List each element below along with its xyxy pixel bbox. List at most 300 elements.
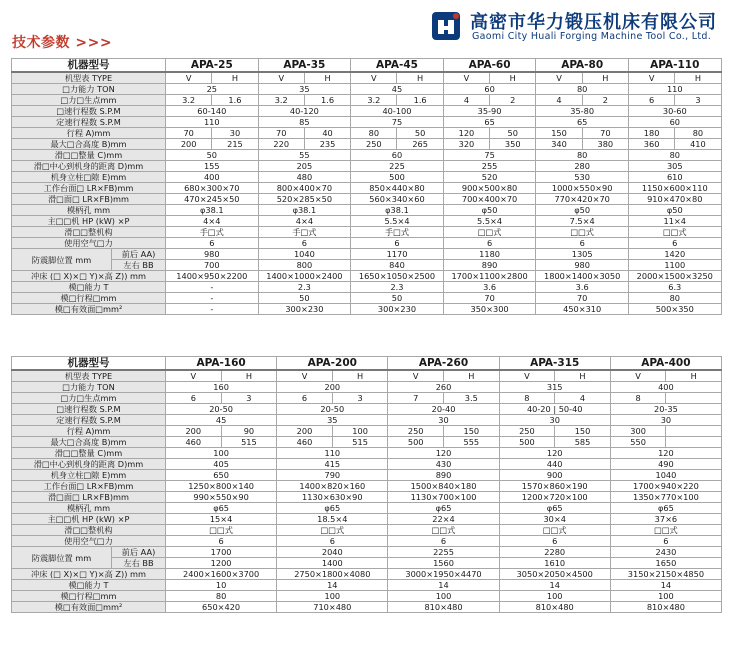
spec-value: 2400×1600×3700 bbox=[166, 569, 277, 580]
spec-value: 100 bbox=[499, 591, 610, 602]
spec-value: 6 bbox=[258, 238, 351, 249]
spec-value: 515 bbox=[221, 437, 277, 448]
spec-value: φ50 bbox=[628, 205, 721, 216]
spec-value: 225 bbox=[351, 161, 444, 172]
spec-value: 3.2 bbox=[351, 95, 397, 106]
spec-value: 200 bbox=[166, 139, 212, 150]
spec-sublabel: 前后 AA) bbox=[112, 249, 166, 260]
spec-value: 550 bbox=[610, 437, 666, 448]
spec-value: □□式 bbox=[628, 227, 721, 238]
spec-value: 4 bbox=[555, 393, 611, 404]
spec-value: V bbox=[628, 72, 674, 84]
spec-value: 80 bbox=[536, 150, 629, 161]
spec-value: 460 bbox=[166, 437, 222, 448]
spec-row bbox=[12, 503, 722, 514]
spec-label: 防震脚位置 mm bbox=[12, 249, 112, 271]
spec-value: 160 bbox=[166, 382, 277, 393]
spec-value: 20-40 bbox=[388, 404, 499, 415]
spec-value: V bbox=[536, 72, 582, 84]
spec-value: 255 bbox=[443, 161, 536, 172]
spec-value: 560×340×60 bbox=[351, 194, 444, 205]
spec-value: 70 bbox=[582, 128, 628, 139]
spec-value: 120 bbox=[610, 448, 721, 459]
spec-row bbox=[12, 536, 722, 547]
spec-value: 440 bbox=[499, 459, 610, 470]
spec-value: V bbox=[443, 72, 489, 84]
spec-value: 710×480 bbox=[277, 602, 388, 613]
spec-value: 1040 bbox=[610, 470, 721, 481]
spec-label: □速行程数 S.P.M bbox=[12, 106, 166, 117]
spec-value: 50 bbox=[166, 150, 259, 161]
spec-label: 定速行程数 S.P.M bbox=[12, 415, 166, 426]
spec-value: 1200 bbox=[166, 558, 277, 569]
spec-value: 60-140 bbox=[166, 106, 259, 117]
spec-value: 315 bbox=[499, 382, 610, 393]
spec-value: 100 bbox=[332, 426, 388, 437]
spec-value: φ38.1 bbox=[351, 205, 444, 216]
spec-label: 模□有效面□mm² bbox=[12, 602, 166, 613]
spec-value: 380 bbox=[582, 139, 628, 150]
spec-row bbox=[12, 150, 722, 161]
spec-value: H bbox=[221, 370, 277, 382]
spec-row bbox=[12, 415, 722, 426]
spec-value: 700 bbox=[166, 260, 259, 271]
spec-value: 520 bbox=[443, 172, 536, 183]
spec-row bbox=[12, 426, 722, 437]
spec-value: 110 bbox=[277, 448, 388, 459]
spec-value: 800 bbox=[258, 260, 351, 271]
spec-value: 155 bbox=[166, 161, 259, 172]
spec-value: 3 bbox=[332, 393, 388, 404]
spec-label: □力能力 TON bbox=[12, 382, 166, 393]
spec-value: H bbox=[666, 370, 722, 382]
spec-value: 1100 bbox=[628, 260, 721, 271]
spec-value: 150 bbox=[444, 426, 500, 437]
spec-value: 850×440×80 bbox=[351, 183, 444, 194]
spec-value: 120 bbox=[443, 128, 489, 139]
spec-value: 3 bbox=[675, 95, 721, 106]
spec-label: 滑□□整机构 bbox=[12, 227, 166, 238]
spec-row bbox=[12, 547, 722, 558]
model-name: APA-25 bbox=[166, 59, 259, 73]
spec-row bbox=[12, 470, 722, 481]
spec-value: H bbox=[490, 72, 536, 84]
spec-row bbox=[12, 72, 722, 84]
spec-value: 300×230 bbox=[351, 304, 444, 315]
model-header-label: 机器型号 bbox=[12, 59, 166, 73]
spec-label: 滑□中心到机身的距离 D)mm bbox=[12, 161, 166, 172]
spec-value: 20-50 bbox=[277, 404, 388, 415]
spec-value: - bbox=[166, 304, 259, 315]
spec-value: 110 bbox=[166, 117, 259, 128]
spec-value: 1400×820×160 bbox=[277, 481, 388, 492]
spec-value: 80 bbox=[166, 591, 277, 602]
spec-value: 20-35 bbox=[610, 404, 721, 415]
spec-value: 980 bbox=[166, 249, 259, 260]
spec-value: 2280 bbox=[499, 547, 610, 558]
spec-value: 2.3 bbox=[351, 282, 444, 293]
spec-value: 80 bbox=[351, 128, 397, 139]
spec-value: 900×500×80 bbox=[443, 183, 536, 194]
spec-row bbox=[12, 260, 722, 271]
spec-value: H bbox=[332, 370, 388, 382]
spec-value: 280 bbox=[536, 161, 629, 172]
spec-row bbox=[12, 437, 722, 448]
spec-value: 3150×2150×4850 bbox=[610, 569, 721, 580]
spec-value: 530 bbox=[536, 172, 629, 183]
spec-value: 6 bbox=[166, 536, 277, 547]
spec-value: 500 bbox=[388, 437, 444, 448]
spec-value: □□式 bbox=[536, 227, 629, 238]
spec-value: φ65 bbox=[388, 503, 499, 514]
spec-value: 6 bbox=[610, 536, 721, 547]
spec-value: 450×310 bbox=[536, 304, 629, 315]
spec-value: 1170 bbox=[351, 249, 444, 260]
spec-value: 3.6 bbox=[443, 282, 536, 293]
spec-value: 15×4 bbox=[166, 514, 277, 525]
model-name: APA-400 bbox=[610, 357, 721, 371]
spec-value bbox=[666, 426, 722, 437]
spec-value: 340 bbox=[536, 139, 582, 150]
spec-value: 100 bbox=[166, 448, 277, 459]
spec-value: 8 bbox=[610, 393, 666, 404]
model-name: APA-110 bbox=[628, 59, 721, 73]
spec-value: 14 bbox=[610, 580, 721, 591]
spec-value: 150 bbox=[536, 128, 582, 139]
spec-row bbox=[12, 492, 722, 503]
spec-value: 910×470×80 bbox=[628, 194, 721, 205]
spec-label: 模柄孔 mm bbox=[12, 205, 166, 216]
spec-label: 冲床 (□ X)×□ Y)×高 Z)) mm bbox=[12, 271, 166, 282]
spec-value: 3050×2050×4500 bbox=[499, 569, 610, 580]
spec-value: φ50 bbox=[536, 205, 629, 216]
spec-value: 65 bbox=[443, 117, 536, 128]
spec-value: 200 bbox=[166, 426, 222, 437]
spec-value: 6 bbox=[351, 238, 444, 249]
spec-label: □速行程数 S.P.M bbox=[12, 404, 166, 415]
spec-value: 6 bbox=[388, 536, 499, 547]
spec-value: 1700×940×220 bbox=[610, 481, 721, 492]
spec-row bbox=[12, 591, 722, 602]
spec-value: 430 bbox=[388, 459, 499, 470]
spec-value: 980 bbox=[536, 260, 629, 271]
spec-value: 7.5×4 bbox=[536, 216, 629, 227]
spec-value: 400 bbox=[166, 172, 259, 183]
spec-value: 22×4 bbox=[388, 514, 499, 525]
page-header bbox=[0, 0, 739, 52]
spec-value: 4×4 bbox=[166, 216, 259, 227]
spec-label: □力□生点mm bbox=[12, 95, 166, 106]
spec-value: 6 bbox=[277, 536, 388, 547]
spec-value: - bbox=[166, 282, 259, 293]
spec-value: 100 bbox=[277, 591, 388, 602]
spec-value: V bbox=[166, 370, 222, 382]
spec-label: 主□□机 HP (kW) ×P bbox=[12, 514, 166, 525]
spec-value: 4 bbox=[443, 95, 489, 106]
spec-value: 40-20 | 50-40 bbox=[499, 404, 610, 415]
spec-value: 470×245×50 bbox=[166, 194, 259, 205]
spec-label: 工作台面□ LR×FB)mm bbox=[12, 481, 166, 492]
model-name: APA-315 bbox=[499, 357, 610, 371]
spec-value: 50 bbox=[490, 128, 536, 139]
model-name: APA-60 bbox=[443, 59, 536, 73]
spec-value: 150 bbox=[555, 426, 611, 437]
spec-value: 100 bbox=[610, 591, 721, 602]
spec-value: 360 bbox=[628, 139, 674, 150]
spec-value: 14 bbox=[499, 580, 610, 591]
spec-label: 冲床 (□ X)×□ Y)×高 Z)) mm bbox=[12, 569, 166, 580]
spec-value: 40-100 bbox=[351, 106, 444, 117]
spec-value: 25 bbox=[166, 84, 259, 95]
spec-value: 215 bbox=[212, 139, 258, 150]
spec-value: 80 bbox=[628, 150, 721, 161]
spec-row bbox=[12, 117, 722, 128]
spec-value: 35-80 bbox=[536, 106, 629, 117]
spec-value: 6 bbox=[277, 393, 333, 404]
spec-row bbox=[12, 106, 722, 117]
spec-value: 515 bbox=[332, 437, 388, 448]
spec-value: 20-50 bbox=[166, 404, 277, 415]
spec-label: 模□行程□mm bbox=[12, 293, 166, 304]
spec-value: 6 bbox=[628, 95, 674, 106]
spec-value: 75 bbox=[351, 117, 444, 128]
spec-row bbox=[12, 514, 722, 525]
spec-value: 235 bbox=[304, 139, 350, 150]
spec-value: 415 bbox=[277, 459, 388, 470]
spec-value: φ38.1 bbox=[258, 205, 351, 216]
spec-value: 80 bbox=[675, 128, 721, 139]
spec-label: 防震脚位置 mm bbox=[12, 547, 112, 569]
spec-value: 45 bbox=[351, 84, 444, 95]
spec-value: 37×6 bbox=[610, 514, 721, 525]
spec-value: 3.2 bbox=[258, 95, 304, 106]
spec-value: 250 bbox=[499, 426, 555, 437]
spec-value: 555 bbox=[444, 437, 500, 448]
spec-label: 模□有效面□mm² bbox=[12, 304, 166, 315]
spec-value: 200 bbox=[277, 382, 388, 393]
spec-value: 30 bbox=[499, 415, 610, 426]
spec-row bbox=[12, 227, 722, 238]
company-name-en: Gaomi City Huali Forging Machine Tool Co., Ltd. bbox=[472, 31, 712, 42]
spec-value: 1180 bbox=[443, 249, 536, 260]
spec-row bbox=[12, 172, 722, 183]
spec-value: 5.5×4 bbox=[443, 216, 536, 227]
spec-value: 300 bbox=[610, 426, 666, 437]
spec-value: 260 bbox=[388, 382, 499, 393]
spec-value: 305 bbox=[628, 161, 721, 172]
spec-value: 18.5×4 bbox=[277, 514, 388, 525]
spec-value: 200 bbox=[277, 426, 333, 437]
spec-sublabel: 左右 BB bbox=[112, 558, 166, 569]
spec-value bbox=[666, 393, 722, 404]
spec-row bbox=[12, 293, 722, 304]
spec-row bbox=[12, 128, 722, 139]
spec-label: 滑□面□ LR×FB)mm bbox=[12, 194, 166, 205]
spec-value: 1350×770×100 bbox=[610, 492, 721, 503]
spec-value: 1.6 bbox=[304, 95, 350, 106]
spec-label: 滑□□整量 C)mm bbox=[12, 150, 166, 161]
spec-value: 50 bbox=[351, 293, 444, 304]
spec-value: 3.5 bbox=[444, 393, 500, 404]
spec-value: 14 bbox=[388, 580, 499, 591]
spec-label: 机型表 TYPE bbox=[12, 370, 166, 382]
spec-value: 460 bbox=[277, 437, 333, 448]
spec-value: 3 bbox=[221, 393, 277, 404]
spec-row bbox=[12, 525, 722, 536]
spec-label: 定速行程数 S.P.M bbox=[12, 117, 166, 128]
spec-value: 3.6 bbox=[536, 282, 629, 293]
spec-value: 35-90 bbox=[443, 106, 536, 117]
spec-value: 6 bbox=[536, 238, 629, 249]
spec-value: 6 bbox=[166, 393, 222, 404]
spec-value: 1130×630×90 bbox=[277, 492, 388, 503]
spec-value: 585 bbox=[555, 437, 611, 448]
spec-value: 1570×860×190 bbox=[499, 481, 610, 492]
spec-value: 65 bbox=[536, 117, 629, 128]
spec-value: 40 bbox=[304, 128, 350, 139]
spec-value: 1700×1100×2800 bbox=[443, 271, 536, 282]
spec-value: φ65 bbox=[277, 503, 388, 514]
spec-value: □□式 bbox=[499, 525, 610, 536]
spec-value: 810×480 bbox=[388, 602, 499, 613]
spec-value: 250 bbox=[351, 139, 397, 150]
spec-value: 1420 bbox=[628, 249, 721, 260]
spec-sublabel: 左右 BB bbox=[112, 260, 166, 271]
spec-row bbox=[12, 404, 722, 415]
spec-value: 手□式 bbox=[166, 227, 259, 238]
spec-row bbox=[12, 569, 722, 580]
spec-row bbox=[12, 194, 722, 205]
spec-value: 610 bbox=[628, 172, 721, 183]
spec-value: 1400×1000×2400 bbox=[258, 271, 351, 282]
spec-value: 80 bbox=[628, 293, 721, 304]
spec-value: 30 bbox=[610, 415, 721, 426]
model-name: APA-80 bbox=[536, 59, 629, 73]
spec-value: 1.6 bbox=[397, 95, 443, 106]
model-name: APA-35 bbox=[258, 59, 351, 73]
spec-value: 1250×800×140 bbox=[166, 481, 277, 492]
spec-value: 500 bbox=[351, 172, 444, 183]
spec-value: 1200×720×100 bbox=[499, 492, 610, 503]
spec-value: V bbox=[351, 72, 397, 84]
spec-label: 使用空气□力 bbox=[12, 238, 166, 249]
spec-row bbox=[12, 370, 722, 382]
spec-row bbox=[12, 558, 722, 569]
spec-value: 5.5×4 bbox=[351, 216, 444, 227]
spec-value: 6 bbox=[166, 238, 259, 249]
spec-label: 行程 A)mm bbox=[12, 426, 166, 437]
spec-label: 模□能力 T bbox=[12, 282, 166, 293]
spec-value: 1700 bbox=[166, 547, 277, 558]
spec-value: 220 bbox=[258, 139, 304, 150]
spec-value: 40-120 bbox=[258, 106, 351, 117]
spec-value: 770×420×70 bbox=[536, 194, 629, 205]
spec-value: 1040 bbox=[258, 249, 351, 260]
spec-row bbox=[12, 304, 722, 315]
spec-row bbox=[12, 161, 722, 172]
spec-value: 2000×1500×3250 bbox=[628, 271, 721, 282]
spec-row bbox=[12, 183, 722, 194]
spec-label: 模□行程□mm bbox=[12, 591, 166, 602]
spec-value: 10 bbox=[166, 580, 277, 591]
spec-value: 55 bbox=[258, 150, 351, 161]
spec-value: 300×230 bbox=[258, 304, 351, 315]
spec-label: 机身立柱□隙 E)mm bbox=[12, 470, 166, 481]
spec-label: 机型表 TYPE bbox=[12, 72, 166, 84]
spec-value: 2.3 bbox=[258, 282, 351, 293]
spec-value: 900 bbox=[499, 470, 610, 481]
spec-value: φ65 bbox=[610, 503, 721, 514]
spec-value: 30 bbox=[388, 415, 499, 426]
spec-value: 1305 bbox=[536, 249, 629, 260]
spec-label: 滑□□整机构 bbox=[12, 525, 166, 536]
spec-value: 手□式 bbox=[258, 227, 351, 238]
spec-value: H bbox=[675, 72, 721, 84]
spec-value: φ65 bbox=[166, 503, 277, 514]
spec-value: 520×285×50 bbox=[258, 194, 351, 205]
model-header-label: 机器型号 bbox=[12, 357, 166, 371]
spec-row bbox=[12, 249, 722, 260]
spec-row bbox=[12, 393, 722, 404]
spec-value: H bbox=[397, 72, 443, 84]
spec-label: □力□生点mm bbox=[12, 393, 166, 404]
spec-value: V bbox=[258, 72, 304, 84]
spec-value: 350×300 bbox=[443, 304, 536, 315]
spec-value: 4 bbox=[536, 95, 582, 106]
spec-value: H bbox=[555, 370, 611, 382]
spec-value: 30-60 bbox=[628, 106, 721, 117]
spec-value: - bbox=[166, 293, 259, 304]
spec-value: 1130×700×100 bbox=[388, 492, 499, 503]
spec-value: □□式 bbox=[277, 525, 388, 536]
spec-label: 滑□中心到机身的距离 D)mm bbox=[12, 459, 166, 470]
spec-label: 主□□机 HP (kW) ×P bbox=[12, 216, 166, 227]
spec-value: 890 bbox=[388, 470, 499, 481]
spec-label: 滑□□整量 C)mm bbox=[12, 448, 166, 459]
spec-value: φ50 bbox=[443, 205, 536, 216]
spec-value: 800×400×70 bbox=[258, 183, 351, 194]
spec-row bbox=[12, 84, 722, 95]
spec-label: 行程 A)mm bbox=[12, 128, 166, 139]
model-header-row bbox=[12, 59, 722, 73]
spec-value: φ65 bbox=[499, 503, 610, 514]
spec-value: 2430 bbox=[610, 547, 721, 558]
spec-value: H bbox=[304, 72, 350, 84]
spec-label: 机身立柱□隙 E)mm bbox=[12, 172, 166, 183]
spec-value: 490 bbox=[610, 459, 721, 470]
spec-value: 60 bbox=[351, 150, 444, 161]
spec-value: V bbox=[166, 72, 212, 84]
spec-value: 500×350 bbox=[628, 304, 721, 315]
spec-value: 70 bbox=[166, 128, 212, 139]
model-name: APA-160 bbox=[166, 357, 277, 371]
spec-value: 405 bbox=[166, 459, 277, 470]
spec-label: 最大□合高度 B)mm bbox=[12, 139, 166, 150]
spec-value: □□式 bbox=[610, 525, 721, 536]
spec-row bbox=[12, 580, 722, 591]
spec-value: 6 bbox=[443, 238, 536, 249]
spec-value: 1650 bbox=[610, 558, 721, 569]
spec-row bbox=[12, 139, 722, 150]
spec-value: 45 bbox=[166, 415, 277, 426]
spec-value: 90 bbox=[221, 426, 277, 437]
spec-value: 30×4 bbox=[499, 514, 610, 525]
spec-value: 2 bbox=[490, 95, 536, 106]
spec-value: 60 bbox=[443, 84, 536, 95]
spec-value: 14 bbox=[277, 580, 388, 591]
spec-value: 890 bbox=[443, 260, 536, 271]
spec-value: □□式 bbox=[166, 525, 277, 536]
